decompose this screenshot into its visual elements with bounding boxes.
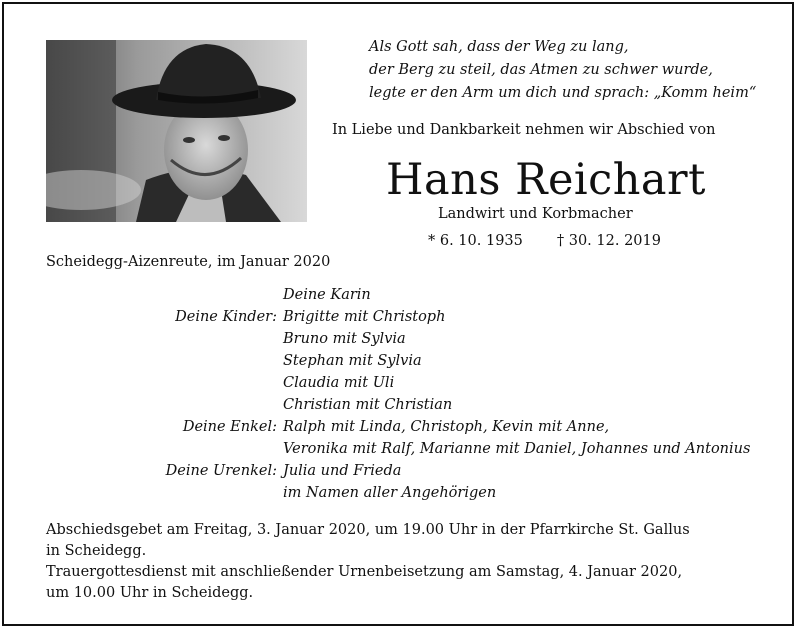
mourner-label: Deine Kinder:: [175, 309, 277, 325]
mourner-name: Julia und Frieda: [283, 463, 402, 479]
poem-line: der Berg zu steil, das Atmen zu schwer wurde,: [369, 62, 713, 78]
service-info: [46, 520, 776, 604]
mourner-row: [0, 287, 800, 309]
mourner-name: Veronika mit Ralf, Marianne mit Daniel, Johannes und Antonius: [283, 441, 751, 457]
mourner-row: [0, 463, 800, 485]
mourner-row: [0, 309, 800, 331]
mourner-name: Christian mit Christian: [283, 397, 453, 413]
portrait-photo: [46, 40, 307, 222]
mourner-label: Deine Enkel:: [182, 419, 277, 435]
poem-line: legte er den Arm um dich und sprach: „Komm heim“: [369, 85, 757, 101]
mourner-name: Deine Karin: [283, 287, 371, 303]
service-line: in Scheidegg.: [46, 543, 147, 559]
poem: [369, 36, 789, 105]
mourner-row: [0, 397, 800, 419]
mourner-label: Deine Urenkel:: [165, 463, 277, 479]
mourner-name: Brigitte mit Christoph: [283, 309, 446, 325]
mourner-row: [0, 353, 800, 375]
mourner-row: [0, 375, 800, 397]
mourner-row: [0, 331, 800, 353]
mourner-name: Stephan mit Sylvia: [283, 353, 422, 369]
service-line: Abschiedsgebet am Freitag, 3. Januar 2020, um 19.00 Uhr in der Pfarrkirche St. Gallus: [46, 522, 690, 538]
mourner-row: [0, 441, 800, 463]
place-date: Scheidegg-Aizenreute, im Januar 2020: [46, 254, 331, 270]
mourner-name: Ralph mit Linda, Christoph, Kevin mit Anne,: [283, 419, 610, 435]
mourner-name: Claudia mit Uli: [283, 375, 395, 391]
life-dates: [428, 233, 661, 249]
mourner-row: [0, 419, 800, 441]
intro-text: In Liebe und Dankbarkeit nehmen wir Abschied von: [332, 122, 716, 138]
poem-line: Als Gott sah, dass der Weg zu lang,: [369, 39, 629, 55]
deceased-name: Hans Reichart: [386, 155, 706, 205]
mourner-name: Bruno mit Sylvia: [283, 331, 406, 347]
mourner-name: im Namen aller Angehörigen: [283, 485, 497, 501]
service-line: Trauergottesdienst mit anschließender Urnenbeisetzung am Samstag, 4. Januar 2020,: [46, 564, 683, 580]
mourners-list: [0, 287, 800, 507]
mourner-row: [0, 485, 800, 507]
deceased-occupation: Landwirt und Korbmacher: [438, 206, 633, 222]
death-date: † 30. 12. 2019: [556, 233, 661, 249]
birth-date: * 6. 10. 1935: [428, 233, 523, 249]
service-line: um 10.00 Uhr in Scheidegg.: [46, 585, 254, 601]
